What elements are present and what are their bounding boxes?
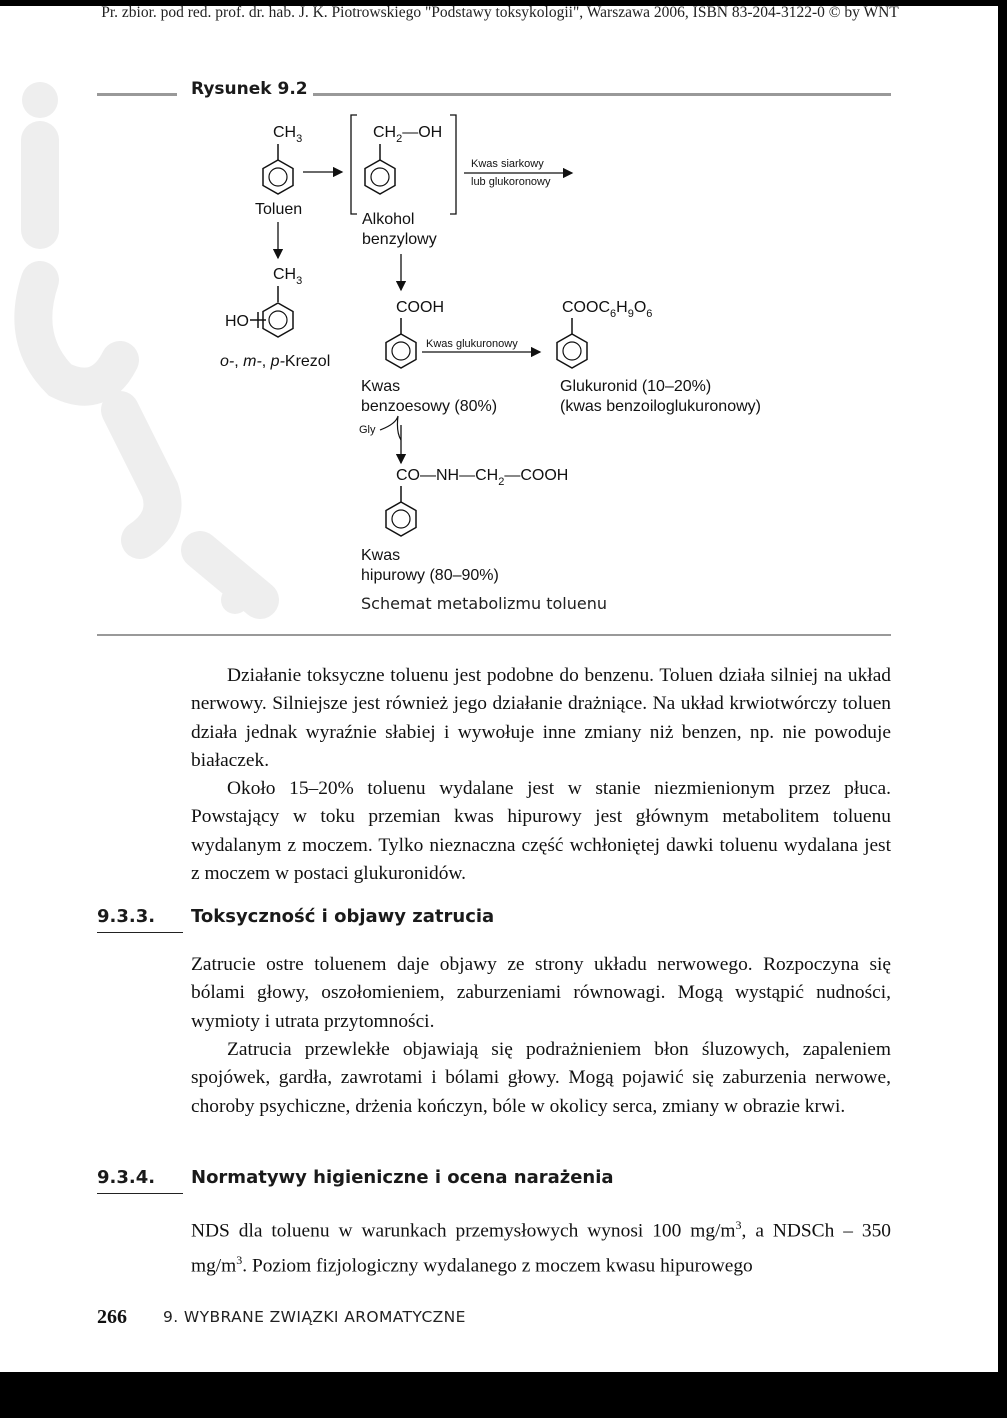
glucuronide-label-1: Glukuronid (10–20%) (560, 378, 712, 395)
svg-text:CH3: $CH_3$ (273, 266, 303, 287)
glucuronic-acid-label: Kwas glukuronowy (426, 338, 518, 350)
benzyl-alcohol-benzene-ring (365, 160, 395, 194)
svg-text:CH3 (273, 124, 302, 145)
toluene-benzene-ring (263, 160, 293, 194)
section-number-9-3-4: 9.3.4. (97, 1167, 156, 1188)
page-number: 266 (97, 1306, 127, 1328)
toluene-ch3-subscript: 3 (296, 133, 303, 145)
copyright-header: Pr. zbior. pod red. prof. dr. hab. J. K. Piotrowskiego "Podstawy toksykologii", Warszawa 2006, ISBN 83-204-3122-0 © by WNT (101, 4, 899, 21)
running-chapter-title: 9. WYBRANE ZWIĄZKI AROMATYCZNE (163, 1308, 466, 1326)
paragraph-excretion: Około 15–20% toluenu wydalane jest w stanie niezmienionym przez płuca. Powstający w toku przemian kwas hipurowy jest głównym metabolitem toluenu wydalanym z moczem. Tylko nieznaczna część wchłoniętej dawki toluenu wydalana jest z moczem w postaci glukuronidów. (191, 778, 891, 884)
hippuric-acid-label-2: hipurowy (80–90%) (361, 567, 499, 584)
paragraph-acute-poisoning: Zatrucie ostre toluenem daje objawy ze strony układu nerwowego. Rozpoczyna się bólami głowy, oszołomieniem, zaburzeniami równowagi. Mogą wystąpić nudności, wymioty i utrata przytomności. (191, 954, 891, 1032)
paragraph-toxicity: Działanie toksyczne toluenu jest podobne do benzenu. Toluen działa silniej na układ nerwowy. Silniejsze jest również jego działanie drażniące. Na układ krwiotwórczy toluen działa jednak wyraźnie słabiej i wywołuje inne zmiany niż benzen, np. nie powoduje białaczek. (191, 665, 891, 771)
hippuric-acid-label-1: Kwas (361, 547, 401, 564)
figure-rule-left (97, 93, 177, 96)
screen-bottom-bezel (0, 1372, 1007, 1418)
cresol-label: o-, m-, p-Krezol (220, 353, 331, 370)
sulfuric-acid-label-2: lub glukoronowy (471, 176, 551, 188)
figure-rule-right (313, 93, 891, 96)
toluene-metabolism-diagram (200, 110, 820, 610)
figure-caption: Schemat metabolizmu toluenu (361, 594, 608, 613)
benzyl-alcohol-label-1: Alkohol (362, 211, 415, 228)
toluene-label: Toluen (255, 201, 303, 218)
benzyl-alcohol-label-2: benzylowy (362, 231, 437, 248)
figure-title: Rysunek 9.2 (191, 79, 308, 99)
cresol-benzene-ring (263, 303, 293, 337)
section-rule-9-3-3 (97, 932, 183, 933)
glycine-curve (380, 416, 401, 440)
section-number-9-3-3: 9.3.3. (97, 906, 156, 927)
benzoic-acid-label-1: Kwas (361, 378, 401, 395)
right-bracket (450, 115, 456, 214)
glucuronide-label-2: (kwas benzoiloglukuronowy) (560, 398, 761, 415)
benzoic-cooh-label: COOH (396, 299, 444, 316)
section-title-hygiene-standards: Normatywy higieniczne i ocena narażenia (191, 1167, 614, 1188)
paragraph-nds-norms: NDS dla toluenu w warunkach przemysłowych wynosi 100 $mg/m^3$, a NDSCh – 350 $mg/m^3$. Poziom fizjologiczny wydalanego z moczem kwasu hipurowego (191, 1218, 892, 1277)
figure-bottom-rule (97, 634, 891, 636)
section-rule-9-3-4 (97, 1193, 183, 1194)
benzoic-acid-label-2: benzoesowy (80%) (361, 398, 498, 415)
glucuronide-formula: $COOC_6H_9O_6$ (562, 299, 653, 320)
section-title-toxicity-symptoms: Toksyczność i objawy zatrucia (191, 906, 495, 927)
glucuronide-benzene-ring (557, 334, 587, 368)
hippuric-acid-benzene-ring (386, 502, 416, 536)
toluene-ch3-label: CH (273, 124, 297, 141)
sulfuric-acid-label-1: Kwas siarkowy (471, 158, 544, 170)
screen-right-bezel (998, 0, 1007, 1418)
hippuric-formula: $CO—NH—CH_2—COOH$ (396, 467, 569, 488)
svg-text:CH2—OH: $CH_2—OH$ (373, 124, 443, 145)
hydroxyl-label: HO (225, 313, 249, 330)
benzoic-acid-benzene-ring (386, 334, 416, 368)
paragraph-chronic-poisoning: Zatrucia przewlekłe objawiają się podrażnieniem błon śluzowych, zapaleniem spojówek, gardła, zawrotami i bólami głowy. Mogą pojawić się zaburzenia nerwowe, choroby psychiczne, drżenia kończyn, bóle w okolicy serca, zmiany w obrazie krwi. (191, 1039, 891, 1117)
left-bracket (351, 115, 357, 214)
glycine-label: Gly (359, 424, 376, 436)
